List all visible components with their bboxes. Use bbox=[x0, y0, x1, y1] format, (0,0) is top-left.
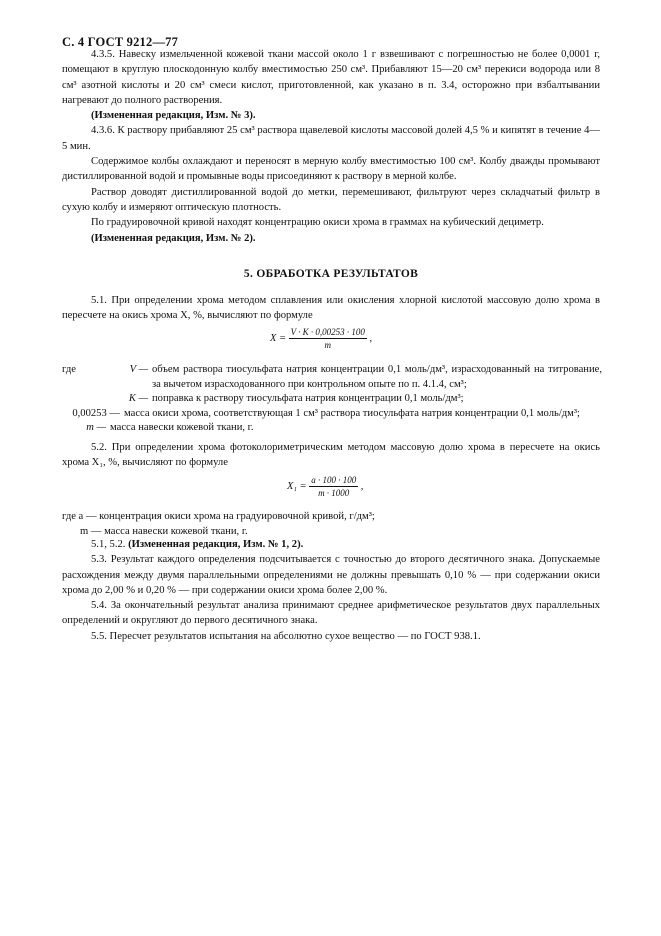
formula-x1-lhs: X₁ = bbox=[287, 480, 307, 492]
formula-x bbox=[270, 327, 372, 350]
p52-block bbox=[62, 440, 600, 471]
definition-item-m: m — масса навески кожевой ткани, г. bbox=[80, 525, 248, 537]
page-header: С. 4 ГОСТ 9212—77 bbox=[62, 35, 179, 49]
edit-note-prefix: 5.1, 5.2. bbox=[91, 539, 126, 550]
edit-note-bold: (Измененная редакция, Изм. № 1, 2). bbox=[128, 539, 304, 550]
paragraph-5-4: 5.4. За окончательный результат анализа принимают среднее арифметическое результатов двух параллельных определений и округляют до первого десятичного знака. bbox=[62, 600, 600, 627]
p51-block bbox=[62, 293, 600, 324]
definition-symbol: V — bbox=[129, 364, 148, 375]
top-text-block bbox=[62, 47, 600, 246]
definition-symbol: m — bbox=[86, 422, 106, 434]
formula-x1-tail: , bbox=[360, 480, 364, 492]
definition-text: объем раствора тиосульфата натрия концентрации 0,1 моль/дм³, израсходованный на титрование, за вычетом израсходованного при контрольном опыте по п. 4.1.4, см³; bbox=[152, 364, 602, 390]
definition-item bbox=[62, 392, 602, 407]
edit-note-1-2 bbox=[62, 537, 600, 552]
definition-item bbox=[62, 407, 602, 422]
formula-x1 bbox=[287, 475, 363, 498]
formula-x1-numerator: a · 100 · 100 bbox=[311, 475, 357, 485]
edit-note-2: (Измененная редакция, Изм. № 2). bbox=[91, 232, 256, 244]
formula-x-denominator: m bbox=[324, 340, 331, 350]
where-label: где bbox=[62, 364, 76, 375]
definition-symbol: K — bbox=[128, 393, 148, 405]
definition-item bbox=[62, 421, 602, 436]
definition-symbol: 0,00253 — bbox=[72, 407, 120, 419]
bottom-text-block bbox=[62, 537, 600, 644]
formula-x-tail: , bbox=[369, 332, 373, 344]
formula-x1-denominator: m · 1000 bbox=[318, 488, 350, 498]
variables-list-1 bbox=[62, 363, 602, 436]
formula-x1-fraction bbox=[309, 475, 358, 498]
paragraph-5-1: 5.1. При определении хрома методом сплавления или окисления хлорной кислотой массовую долю хрома в пересчете на окись хрома X, %, вычисляют по формуле bbox=[62, 295, 600, 322]
paragraph-5-3: 5.3. Результат каждого определения подсчитывается с точностью до второго десятичного знака. Допускаемые расхождения между двумя параллельными определениями не должны превышать 0,10 % — при содержании окиси хрома до 2,00 % и 0,20 % — при содержании окиси хрома более 2,00 %. bbox=[62, 554, 600, 596]
paragraph-5-5: 5.5. Пересчет результатов испытания на абсолютно сухое вещество — по ГОСТ 938.1. bbox=[91, 630, 481, 642]
formula-x-lhs: X = bbox=[270, 332, 286, 344]
definition-text: масса окиси хрома, соответствующая 1 см³ раствора тиосульфата натрия концентрации 0,1 моль/дм³; bbox=[124, 407, 580, 419]
formula-x-fraction bbox=[289, 327, 367, 350]
paragraph-5-2: 5.2. При определении хрома фотоколориметрическим методом массовую долю хрома в пересчете на окись хрома X₁, %, вычисляют по формуле bbox=[62, 442, 600, 469]
variables-list-2 bbox=[62, 510, 602, 539]
formula-x-numerator: V · K · 0,00253 · 100 bbox=[290, 327, 365, 337]
section-title: 5. ОБРАБОТКА РЕЗУЛЬТАТОВ bbox=[243, 268, 419, 280]
paragraph-curve: По градуировочной кривой находят концентрацию окиси хрома в граммах на кубический дециметр. bbox=[91, 217, 544, 229]
paragraph-dilute: Раствор доводят дистиллированной водой до метки, перемешивают, фильтруют через складчатый фильтр в сухую колбу и измеряют оптическую плотность. bbox=[62, 186, 600, 213]
definition-text: масса навески кожевой ткани, г. bbox=[110, 422, 254, 434]
paragraph-flask: Содержимое колбы охлаждают и переносят в мерную колбу вместимостью 100 см³. Колбу дважды промывают дистиллированной водой и промывные воды присоединяют к раствору в мерной колбе. bbox=[62, 156, 600, 183]
edit-note-3: (Измененная редакция, Изм. № 3). bbox=[91, 110, 256, 122]
paragraph-4-3-6: 4.3.6. К раствору прибавляют 25 см³ раствора щавелевой кислоты массовой долей 4,5 % и кипятят в течение 4—5 мин. bbox=[62, 125, 600, 152]
definition-item bbox=[62, 363, 602, 392]
definition-text: поправка к раствору тиосульфата натрия концентрации 0,1 моль/дм³; bbox=[152, 393, 464, 405]
definition-item-a: где a — концентрация окиси хрома на градуировочной кривой, г/дм³; bbox=[62, 511, 375, 522]
paragraph-4-3-5: 4.3.5. Навеску измельченной кожевой ткани массой около 1 г взвешивают с погрешностью не более 0,0001 г, помещают в круглую плоскодонную колбу вместимостью 250 см³. Прибавляют 15—20 см³ перекиси водорода или 8 см³ азотной кислоты и 20 см³ смеси кислот, приготовленной, как указано в п. 3.4, осторожно при взбалтывании нагревают до полного растворения. bbox=[62, 49, 600, 106]
